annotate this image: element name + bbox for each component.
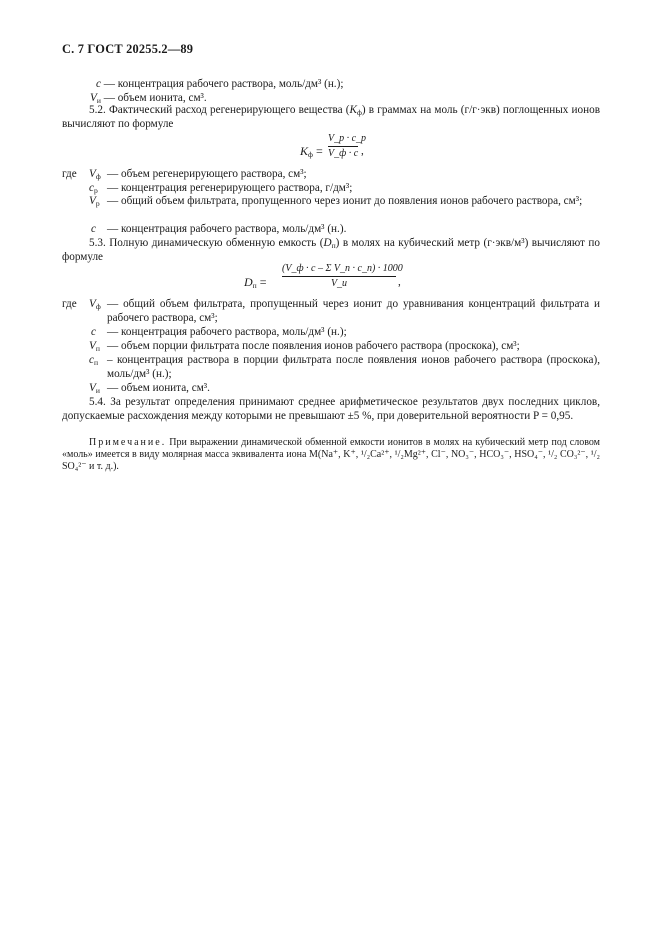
- def-subscript: ф: [95, 172, 101, 181]
- note: [62, 437, 600, 473]
- def-symbol: V: [90, 92, 97, 104]
- fraction-numerator: V_p · c_p: [328, 133, 367, 144]
- def-text: — общий объем фильтрата, пропущенный через ионит до уравнивания концентраций фильтрата и рабочего раствора, см³;: [107, 298, 600, 324]
- note-label: Примечание.: [89, 437, 167, 448]
- formula-d-tail: ,: [398, 276, 401, 288]
- def-subscript: ф: [95, 302, 101, 311]
- def-subscript: п: [93, 358, 99, 367]
- para-symbol: K: [349, 104, 357, 116]
- formula-k-lhs: [300, 145, 323, 159]
- def-symbol: V: [89, 340, 96, 352]
- fraction-bar: [328, 146, 358, 147]
- def-symbol: c: [89, 354, 94, 366]
- def-subscript: и: [95, 386, 100, 395]
- para-symbol: D: [323, 237, 332, 249]
- formula-subscript: ф: [308, 150, 313, 159]
- def-row: [62, 340, 600, 354]
- def-symbol: c: [96, 78, 101, 90]
- def-text: — концентрация регенерирующего раствора, г/дм³;: [107, 182, 353, 194]
- def-row: [62, 354, 600, 382]
- def-text: — объем порции фильтрата после появления ионов рабочего раствора (проскока), см³;: [107, 340, 520, 352]
- para-text: 5.3. Полную динамическую обменную емкость (: [89, 237, 324, 249]
- def-symbol: c: [91, 326, 96, 338]
- def-symbol: V: [89, 168, 96, 180]
- def-row: [62, 223, 600, 237]
- formula-k-tail: ,: [361, 145, 364, 157]
- formula-symbol: D: [244, 275, 253, 289]
- def-c-top: [96, 78, 343, 92]
- para-text: 5.2. Фактический расход регенерирующего вещества (: [89, 104, 350, 116]
- para-text: ) в граммах на моль (г/г·экв) поглощенных ионов вычисляют по формуле: [62, 104, 600, 130]
- def-row: [62, 182, 600, 196]
- formula-d-lhs: [244, 276, 267, 290]
- def-row: [62, 326, 600, 340]
- fraction-denominator: V_ф · c: [328, 148, 359, 159]
- def-subscript: и: [96, 96, 101, 105]
- page-header: С. 7 ГОСТ 20255.2—89: [62, 42, 194, 56]
- def-row: [62, 168, 600, 182]
- formula-k-fraction: [328, 133, 367, 160]
- fraction-bar: [282, 276, 396, 277]
- def-text: — концентрация рабочего раствора, моль/дм³ (н.);: [107, 326, 347, 338]
- formula-equals: =: [312, 144, 323, 158]
- def-symbol: V: [89, 298, 96, 310]
- def-symbol: V: [89, 382, 96, 394]
- fraction-numerator: (V_ф · c – Σ V_п · c_п) · 1000: [282, 263, 403, 274]
- def-text: — объем ионита, см³.: [100, 92, 207, 104]
- def-subscript: p: [93, 186, 98, 195]
- def-pre: где: [62, 298, 77, 310]
- def-text: – концентрация раствора в порции фильтрата после появления ионов рабочего раствора (проскока), моль/дм³ (н.);: [107, 354, 600, 380]
- def-symbol: c: [89, 182, 94, 194]
- def-row: [62, 382, 600, 396]
- note-text: При выражении динамической обменной емкости ионитов в молях на кубический метр под словом «моль» имеется в виду молярная масса эквивалента иона M(Na⁺, K⁺, ¹/₂Ca²⁺, ¹/₂Mg²⁺, Cl⁻, NO₃⁻, HCO₃⁻, HSO₄⁻, ¹/₂ CO₃²⁻, ¹/₂ SO₄²⁻ и т. д.).: [62, 437, 600, 472]
- def-text: — общий объем фильтрата, пропущенного через ионит до появления ионов рабочего раствора, см³;: [107, 195, 583, 207]
- formula-subscript: п: [252, 281, 257, 290]
- formula-equals: =: [256, 275, 267, 289]
- def-subscript: п: [95, 344, 100, 353]
- paragraph-5-4: 5.4. За результат определения принимают среднее арифметическое результатов двух последних циклов, допускаемые расхождения между которыми не превышают ±5 %, при доверительной вероятности P = 0,95.: [62, 396, 600, 422]
- def-row: [62, 298, 600, 326]
- def-subscript: p: [95, 199, 100, 208]
- def-pre: где: [62, 168, 77, 180]
- paragraph-5-3: [62, 237, 600, 264]
- def-symbol: V: [89, 195, 96, 207]
- formula-d-fraction: [282, 263, 403, 290]
- def-text: — объем ионита, см³.: [107, 382, 210, 394]
- def-text: — объем регенерирующего раствора, см³;: [107, 168, 307, 180]
- def-text: — концентрация рабочего раствора, моль/дм³ (н.).: [107, 223, 347, 235]
- para-subscript: п: [331, 241, 336, 250]
- fraction-denominator: V_и: [330, 278, 348, 289]
- def-symbol: c: [91, 223, 96, 235]
- def-text: — концентрация рабочего раствора, моль/дм³ (н.);: [100, 78, 344, 90]
- def-row: [62, 195, 600, 223]
- formula-symbol: K: [300, 144, 309, 158]
- para-subscript: ф: [356, 108, 362, 117]
- paragraph-5-2: [62, 104, 600, 131]
- para-text: ) в молях на кубический метр (г·экв/м³) вычисляют по формуле: [62, 237, 600, 263]
